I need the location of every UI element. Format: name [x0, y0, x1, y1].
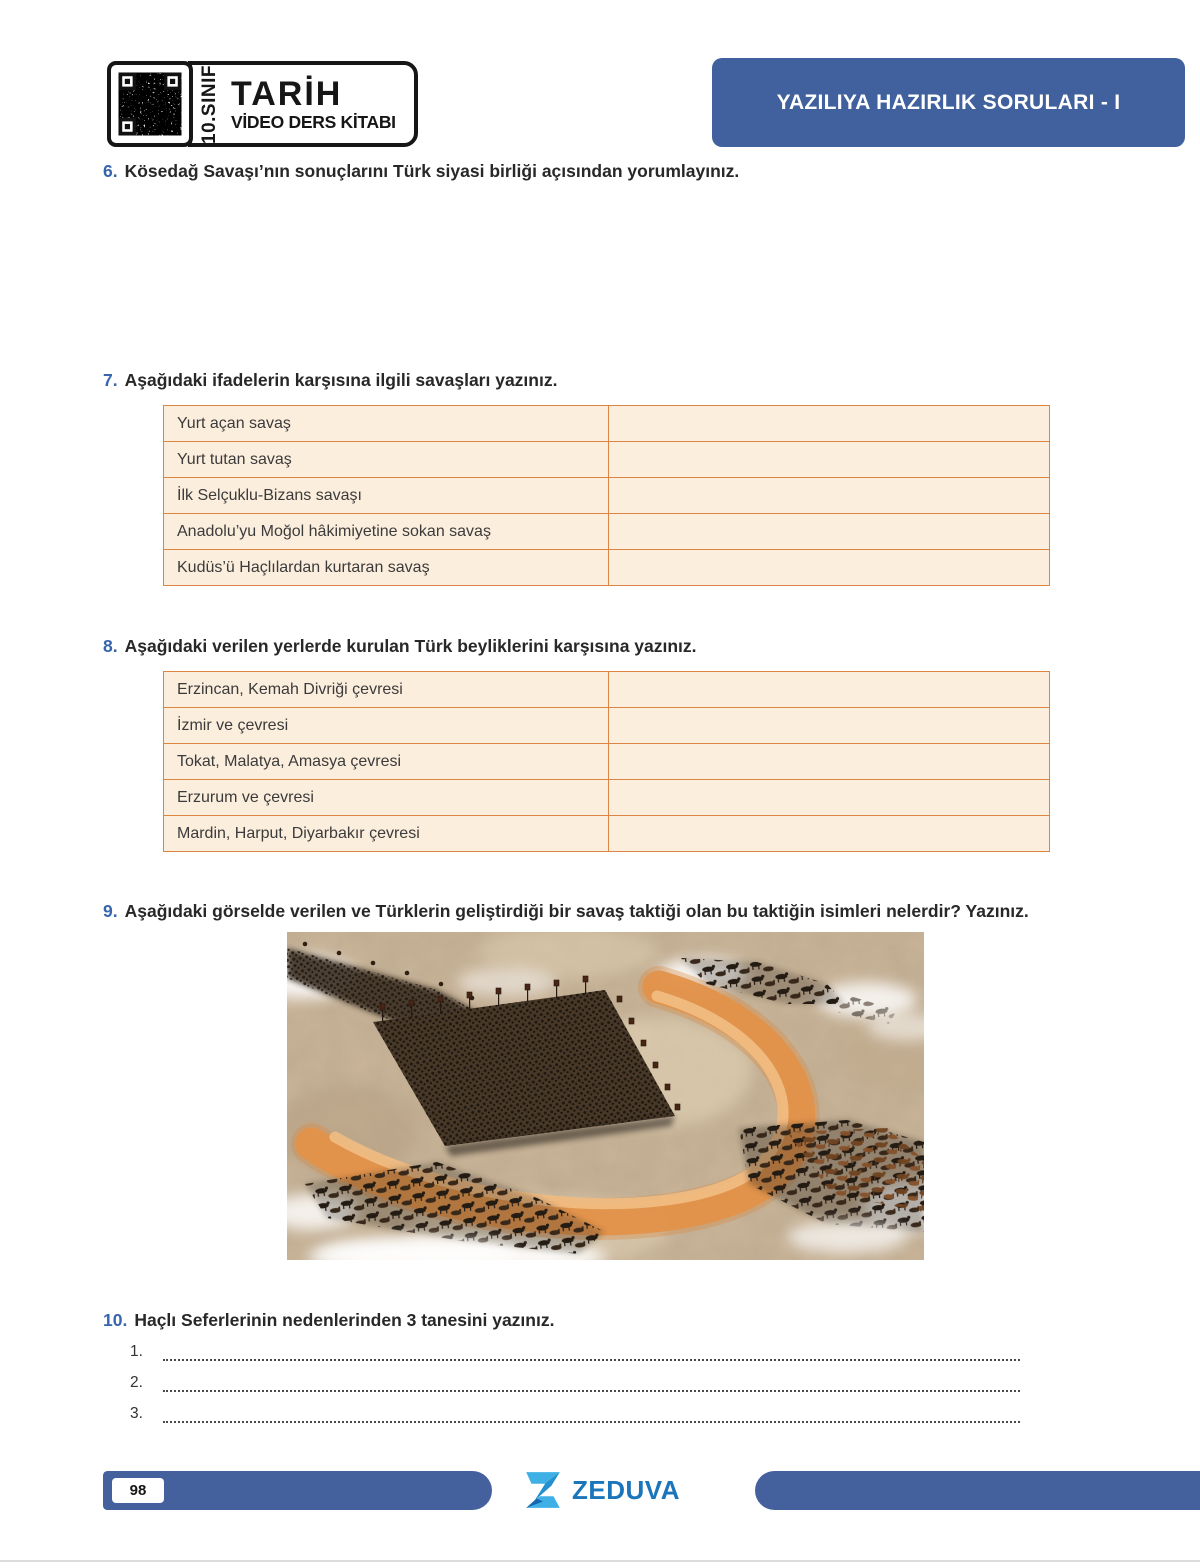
question-6 [103, 161, 739, 182]
answer-cell [609, 708, 1049, 743]
footer-left-bar [103, 1471, 492, 1510]
table-row [164, 406, 1049, 441]
label-cell: Yurt tutan savaş [164, 442, 609, 477]
answer-cell [609, 816, 1049, 851]
question-number: 6. [103, 161, 118, 181]
question-number: 7. [103, 370, 118, 390]
dotted-line [163, 1344, 1020, 1361]
label-cell: İlk Selçuklu-Bizans savaşı [164, 478, 609, 513]
answer-cell [609, 780, 1049, 815]
label-cell: Erzurum ve çevresi [164, 780, 609, 815]
question-text: Haçlı Seferlerinin nedenlerinden 3 tanesini yazınız. [134, 1310, 555, 1330]
table-row [164, 513, 1049, 549]
table-row [164, 672, 1049, 707]
answer-cell [609, 514, 1049, 549]
beyliks-table [163, 671, 1050, 852]
question-10 [103, 1310, 554, 1331]
dotted-line [163, 1375, 1020, 1392]
answer-cell [609, 442, 1049, 477]
question-text: Aşağıdaki görselde verilen ve Türklerin geliştirdiği bir savaş taktiği olan bu taktiğin isimleri nelerdir? Yazınız. [124, 901, 1029, 921]
section-banner-title: YAZILIYA HAZIRLIK SORULARI - I [776, 90, 1121, 114]
line-number: 1. [130, 1343, 143, 1360]
qr-code-icon [117, 71, 183, 137]
question-9 [103, 901, 1029, 922]
table-row [164, 441, 1049, 477]
answer-cell [609, 744, 1049, 779]
answer-cell [609, 550, 1049, 585]
wars-table [163, 405, 1050, 586]
label-cell: Tokat, Malatya, Amasya çevresi [164, 744, 609, 779]
book-logo [107, 61, 418, 147]
dotted-line [163, 1406, 1020, 1423]
answer-cell [609, 406, 1049, 441]
question-text: Kösedağ Savaşı’nın sonuçlarını Türk siyasi birliği açısından yorumlayınız. [124, 161, 740, 181]
answer-line [130, 1342, 1020, 1361]
table-row [164, 779, 1049, 815]
table-row [164, 549, 1049, 585]
label-cell: İzmir ve çevresi [164, 708, 609, 743]
question-number: 8. [103, 636, 118, 656]
table-row [164, 815, 1049, 851]
line-number: 2. [130, 1374, 143, 1391]
brand-name: ZEDUVA [572, 1474, 680, 1505]
label-cell: Mardin, Harput, Diyarbakır çevresi [164, 816, 609, 851]
question-text: Aşağıdaki ifadelerin karşısına ilgili savaşları yazınız. [124, 370, 558, 390]
answer-line [130, 1373, 1020, 1392]
label-cell: Kudüs’ü Haçlılardan kurtaran savaş [164, 550, 609, 585]
brand-logo [522, 1468, 680, 1512]
label-cell: Yurt açan savaş [164, 406, 609, 441]
question-8 [103, 636, 697, 657]
book-subtitle: VİDEO DERS KİTABI [231, 111, 396, 132]
footer-right-bar [755, 1471, 1200, 1510]
question-7 [103, 370, 557, 391]
label-cell: Erzincan, Kemah Divriği çevresi [164, 672, 609, 707]
qr-code-icon [107, 61, 193, 147]
answer-cell [609, 672, 1049, 707]
label-cell: Anadolu’yu Moğol hâkimiyetine sokan savaş [164, 514, 609, 549]
answer-cell [609, 478, 1049, 513]
question-number: 9. [103, 901, 118, 921]
page-number-badge: 98 [112, 1478, 164, 1503]
section-banner [712, 58, 1185, 147]
grade-label: 10.SINIF [199, 64, 220, 144]
battle-tactic-image [287, 932, 924, 1260]
book-title: TARİH [231, 74, 343, 113]
book-logo-panel [188, 61, 418, 147]
question-number: 10. [103, 1310, 128, 1330]
table-row [164, 477, 1049, 513]
answer-line [130, 1404, 1020, 1423]
table-row [164, 707, 1049, 743]
zeduva-z-icon [522, 1469, 564, 1511]
page-edge-line [0, 1560, 1200, 1562]
line-number: 3. [130, 1405, 143, 1422]
table-row [164, 743, 1049, 779]
question-text: Aşağıdaki verilen yerlerde kurulan Türk beyliklerini karşısına yazınız. [124, 636, 697, 656]
